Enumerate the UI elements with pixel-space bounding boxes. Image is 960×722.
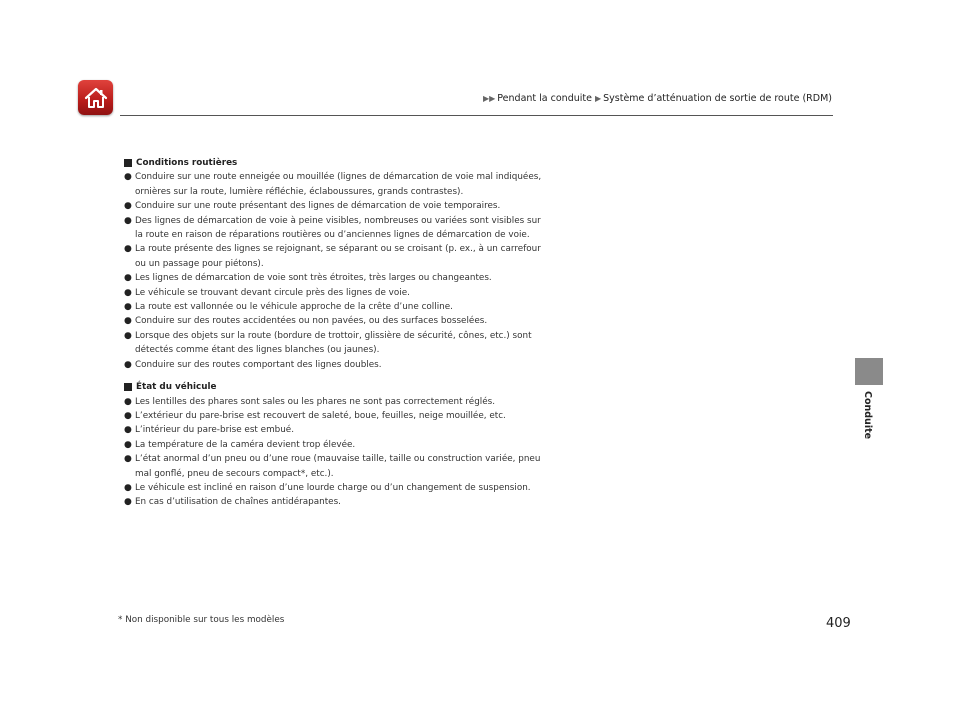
bullet-icon: ● xyxy=(124,410,132,421)
triangle-right-icon: ▶ xyxy=(594,94,602,103)
section-title: État du véhicule xyxy=(124,380,564,394)
chapter-tab-label: Conduite xyxy=(862,391,873,440)
breadcrumb xyxy=(483,93,832,104)
bullet-icon: ● xyxy=(124,215,132,226)
bullet-icon: ● xyxy=(124,273,132,284)
list-item xyxy=(124,481,564,495)
home-button[interactable] xyxy=(78,80,113,115)
list-item xyxy=(124,286,564,300)
list-item xyxy=(124,495,564,509)
bullet-list xyxy=(124,170,564,372)
list-item-line: Conduire sur une route présentant des lignes de démarcation de voie temporaires. xyxy=(135,201,501,212)
list-item-line: Les lignes de démarcation de voie sont très étroites, très larges ou changeantes. xyxy=(135,273,492,284)
list-item-line: L’extérieur du pare-brise est recouvert de saleté, boue, feuilles, neige mouillée, etc. xyxy=(135,410,506,421)
list-item-line: Le véhicule est incliné en raison d’une lourde charge ou d’un changement de suspension. xyxy=(135,482,531,493)
list-item xyxy=(124,242,564,271)
list-item-line: La route présente des lignes se rejoignant, se séparant ou se croisant (p. ex., à un carrefour xyxy=(135,244,541,255)
square-bullet-icon xyxy=(124,383,132,391)
main-content xyxy=(124,156,564,518)
header-divider xyxy=(120,115,833,116)
list-item xyxy=(124,314,564,328)
bullet-icon: ● xyxy=(124,244,132,255)
list-item xyxy=(124,452,564,481)
list-item xyxy=(124,423,564,437)
footnote: * Non disponible sur tous les modèles xyxy=(118,615,285,625)
list-item xyxy=(124,300,564,314)
list-item xyxy=(124,199,564,213)
list-item xyxy=(124,395,564,409)
list-item-line: la route en raison de réparations routières ou d’anciennes lignes de démarcation de voie. xyxy=(135,230,530,241)
list-item-line: Lorsque des objets sur la route (bordure de trottoir, glissière de sécurité, cônes, etc.) sont xyxy=(135,330,532,341)
home-icon xyxy=(83,86,109,110)
list-item-line: Conduire sur une route enneigée ou mouillée (lignes de démarcation de voie mal indiquées, xyxy=(135,172,542,183)
list-item-line: mal gonflé, pneu de secours compact*, etc.). xyxy=(135,468,334,479)
list-item-line: ornières sur la route, lumière réfléchie, éclaboussures, grands contrastes). xyxy=(135,186,464,197)
list-item-line: détectés comme étant des lignes blanches (ou jaunes). xyxy=(135,345,380,356)
page-number: 409 xyxy=(826,616,851,631)
list-item-line: Conduire sur des routes comportant des lignes doubles. xyxy=(135,359,382,370)
bullet-icon: ● xyxy=(124,302,132,313)
list-item-line: Des lignes de démarcation de voie à peine visibles, nombreuses ou variées sont visibles sur xyxy=(135,215,541,226)
list-item-line: L’intérieur du pare-brise est embué. xyxy=(135,425,295,436)
list-item xyxy=(124,358,564,372)
list-item-line: La route est vallonnée ou le véhicule approche de la crête d’une colline. xyxy=(135,302,453,313)
bullet-icon: ● xyxy=(124,359,132,370)
bullet-icon: ● xyxy=(124,439,132,450)
bullet-icon: ● xyxy=(124,287,132,298)
bullet-icon: ● xyxy=(124,497,132,508)
double-triangle-right-icon: ▶▶ xyxy=(482,94,496,103)
section-conditions-routieres xyxy=(124,156,564,372)
list-item-line: Conduire sur des routes accidentées ou non pavées, ou des surfaces bosselées. xyxy=(135,316,488,327)
bullet-icon: ● xyxy=(124,454,132,465)
bullet-icon: ● xyxy=(124,172,132,183)
list-item xyxy=(124,409,564,423)
bullet-icon: ● xyxy=(124,201,132,212)
section-title: Conditions routières xyxy=(124,156,564,170)
list-item xyxy=(124,214,564,243)
square-bullet-icon xyxy=(124,159,132,167)
list-item xyxy=(124,271,564,285)
breadcrumb-item-conduite[interactable]: Pendant la conduite xyxy=(497,93,592,104)
list-item xyxy=(124,329,564,358)
list-item-line: Les lentilles des phares sont sales ou les phares ne sont pas correctement réglés. xyxy=(135,396,496,407)
bullet-icon: ● xyxy=(124,396,132,407)
list-item-line: L’état anormal d’un pneu ou d’une roue (mauvaise taille, taille ou construction variée, pneu xyxy=(135,454,541,465)
bullet-icon: ● xyxy=(124,482,132,493)
bullet-icon: ● xyxy=(124,425,132,436)
bullet-list xyxy=(124,395,564,510)
bullet-icon: ● xyxy=(124,316,132,327)
list-item-line: En cas d’utilisation de chaînes antidérapantes. xyxy=(135,497,341,508)
list-item-line: Le véhicule se trouvant devant circule près des lignes de voie. xyxy=(135,287,410,298)
list-item-line: La température de la caméra devient trop élevée. xyxy=(135,439,356,450)
list-item-line: ou un passage pour piétons). xyxy=(135,258,264,269)
breadcrumb-item-rdm[interactable]: Système d’atténuation de sortie de route (RDM) xyxy=(603,93,832,104)
section-etat-vehicule xyxy=(124,380,564,510)
bullet-icon: ● xyxy=(124,330,132,341)
list-item xyxy=(124,438,564,452)
chapter-tab[interactable] xyxy=(855,358,883,385)
list-item xyxy=(124,170,564,199)
